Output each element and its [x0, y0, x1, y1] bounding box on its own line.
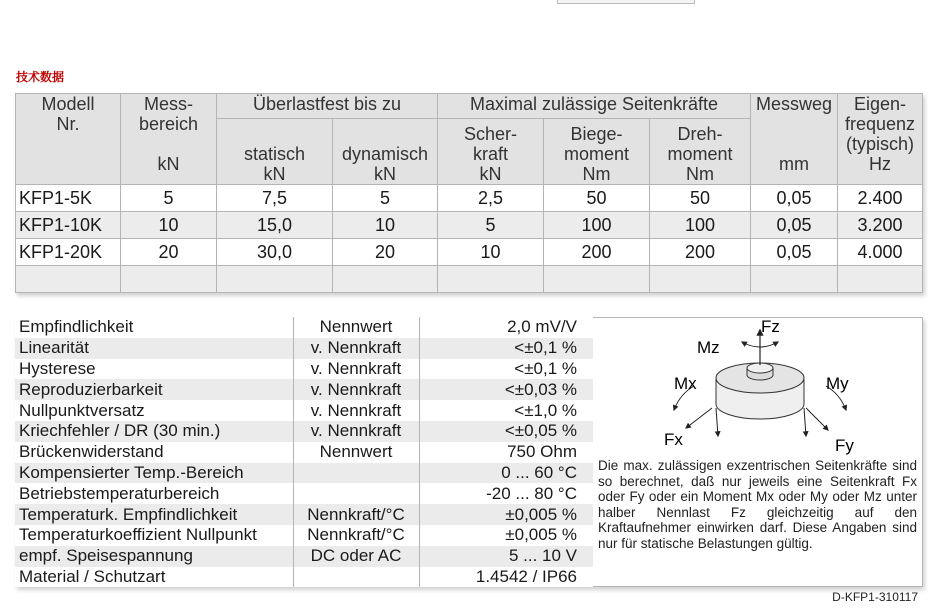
fy-arrow-icon	[806, 408, 828, 430]
spec-row: Kompensierter Temp.-Bereich 0 ... 60 °C	[15, 463, 593, 484]
header-messweg: Messweg mm	[751, 94, 838, 185]
specs-table	[15, 93, 923, 293]
table-row-empty	[16, 266, 923, 293]
header-statisch: statisch kN	[217, 119, 333, 185]
spec-row: Reproduzierbarkeit v. Nennkraft <±0,03 %	[15, 379, 593, 400]
characteristics-table	[15, 317, 593, 587]
spec-row: Nullpunktversatz v. Nennkraft <±1,0 %	[15, 400, 593, 421]
note-text: Die max. zulässigen exzentrischen Seitenkräfte sind so berechnet, daß nur jeweils eine Seitenkraft Fx oder Fy oder ein Moment Mx oder My oder Mz unter halber Nennlast Fz gleichzeitig auf den Kraftaufnehmer einwirken darf. Diese Angaben sind nur für statische Belastungen gültig.	[598, 458, 917, 551]
label-fz: Fz	[761, 318, 780, 336]
label-mx: Mx	[674, 374, 697, 393]
label-mz: Mz	[697, 338, 720, 357]
spec-row: Linearität v. Nennkraft <±0,1 %	[15, 338, 593, 359]
header-scherkraft: Scher- kraft kN	[438, 119, 544, 185]
document-id: D-KFP1-310117	[832, 590, 918, 604]
fx-arrow-icon	[686, 408, 712, 428]
header-drehmoment: Dreh- moment Nm	[650, 119, 751, 185]
spec-row: Hysterese v. Nennkraft <±0,1 %	[15, 359, 593, 380]
header-ueberlast: Überlastfest bis zu	[217, 94, 438, 119]
force-diagram	[594, 318, 921, 458]
table-row: KFP1-10K 10 15,0 10 5 100 100 0,05 3.200	[16, 212, 923, 239]
spec-row: empf. Speisespannung DC oder AC 5 ... 10 V	[15, 546, 593, 567]
table-row: KFP1-5K 5 7,5 5 2,5 50 50 0,05 2.400	[16, 185, 923, 212]
header-biegemoment: Biege- moment Nm	[544, 119, 650, 185]
spec-row: Temperaturkoeffizient Nullpunkt Nennkraft/°C ±0,005 %	[15, 525, 593, 546]
label-my: My	[826, 374, 849, 393]
table-row: KFP1-20K 20 30,0 20 10 200 200 0,05 4.000	[16, 239, 923, 266]
spec-row: Temperaturk. Empfindlichkeit Nennkraft/°C ±0,005 %	[15, 504, 593, 525]
label-fy: Fy	[835, 436, 854, 455]
top-tab-fragment	[557, 0, 695, 4]
header-seitenkraefte: Maximal zulässige Seitenkräfte	[438, 94, 751, 119]
header-eigenfrequenz: Eigen- frequenz (typisch) Hz	[838, 94, 923, 185]
header-messbereich: Mess- bereich kN	[121, 94, 217, 185]
load-cell-icon	[716, 363, 804, 419]
section-title: 技术数据	[16, 70, 65, 84]
spec-row: Betriebstemperaturbereich -20 ... 80 °C	[15, 483, 593, 504]
header-dynamisch: dynamisch kN	[333, 119, 438, 185]
spec-row: Brückenwiderstand Nennwert 750 Ohm	[15, 442, 593, 463]
label-fx: Fx	[664, 430, 683, 449]
spec-row: Material / Schutzart 1.4542 / IP66	[15, 567, 593, 588]
spec-row: Kriechfehler / DR (30 min.) v. Nennkraft <±0,05 %	[15, 421, 593, 442]
spec-row: Empfindlichkeit Nennwert 2,0 mV/V	[15, 317, 593, 338]
header-modell: Modell Nr.	[16, 94, 121, 185]
